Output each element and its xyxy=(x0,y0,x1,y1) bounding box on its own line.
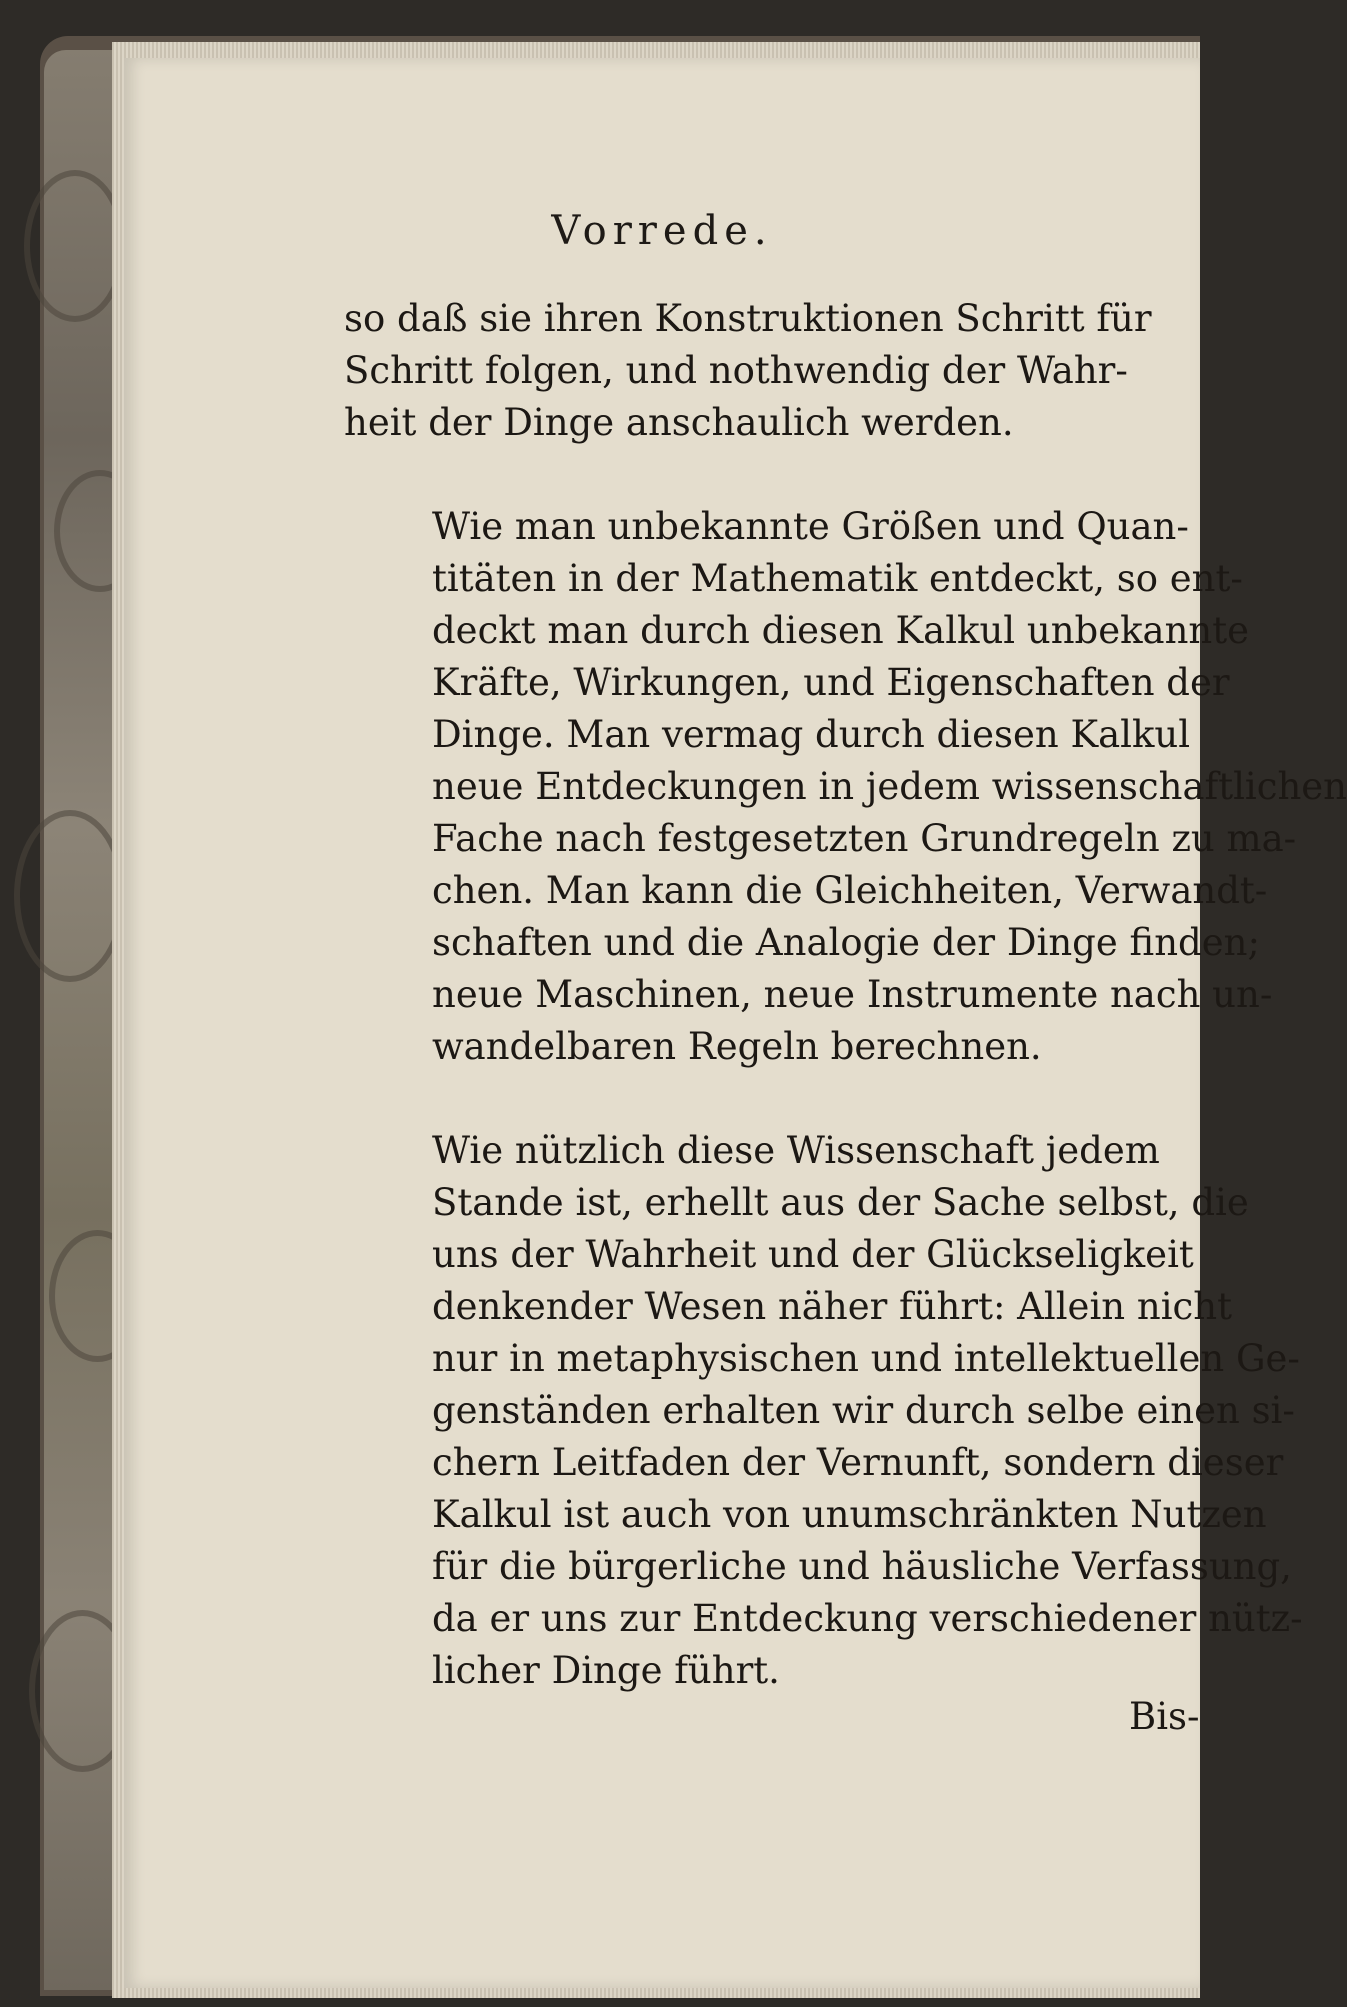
text-line: Kräfte, Wirkungen, und Eigenschaften der xyxy=(432,661,1230,704)
text-line: neue Entdeckungen in jedem wissenschaftlichen xyxy=(432,765,1347,808)
paragraph-1 xyxy=(344,293,1264,449)
text-line: licher Dinge führt. xyxy=(432,1649,780,1692)
text-line: Kalkul ist auch von unumschränkten Nutzen xyxy=(432,1493,1267,1536)
text-line: denkender Wesen näher führt: Allein nicht xyxy=(432,1285,1232,1328)
text-line: nur in metaphysischen und intellektuellen Ge- xyxy=(432,1337,1300,1380)
text-line: titäten in der Mathematik entdeckt, so ent- xyxy=(432,557,1243,600)
text-line: Fache nach festgesetzten Grundregeln zu ma- xyxy=(432,817,1297,860)
text-line: so daß sie ihren Konstruktionen Schritt für xyxy=(344,297,1152,340)
text-line: Wie man unbekannte Größen und Quan- xyxy=(432,505,1189,548)
text-line: chen. Man kann die Gleichheiten, Verwandt- xyxy=(432,869,1268,912)
text-line: Dinge. Man vermag durch diesen Kalkul xyxy=(432,713,1191,756)
body-text xyxy=(344,293,1347,1697)
text-line: Schritt folgen, und nothwendig der Wahr- xyxy=(344,349,1128,392)
text-line: schaften und die Analogie der Dinge finden; xyxy=(432,921,1260,964)
catchword: Bis- xyxy=(1129,1695,1200,1738)
text-line: da er uns zur Entdeckung verschiedener nütz- xyxy=(432,1597,1303,1640)
text-line: genständen erhalten wir durch selbe einen si- xyxy=(432,1389,1295,1432)
text-line: uns der Wahrheit und der Glückseligkeit xyxy=(432,1233,1194,1276)
paragraph-2 xyxy=(344,501,1347,1073)
text-line: wandelbaren Regeln berechnen. xyxy=(432,1025,1042,1068)
text-line: neue Maschinen, neue Instrumente nach un- xyxy=(432,973,1273,1016)
book-page xyxy=(124,58,1347,1988)
text-line: Wie nützlich diese Wissenschaft jedem xyxy=(432,1129,1160,1172)
running-header: Vorrede. xyxy=(551,208,773,254)
marbled-endpaper xyxy=(44,50,120,1990)
text-line: für die bürgerliche und häusliche Verfassung, xyxy=(432,1545,1292,1588)
text-line: heit der Dinge anschaulich werden. xyxy=(344,401,1014,444)
text-line: deckt man durch diesen Kalkul unbekannte xyxy=(432,609,1250,652)
paragraph-3 xyxy=(344,1125,1303,1697)
text-line: chern Leitfaden der Vernunft, sondern dieser xyxy=(432,1441,1284,1484)
text-line: Stande ist, erhellt aus der Sache selbst, die xyxy=(432,1181,1249,1224)
